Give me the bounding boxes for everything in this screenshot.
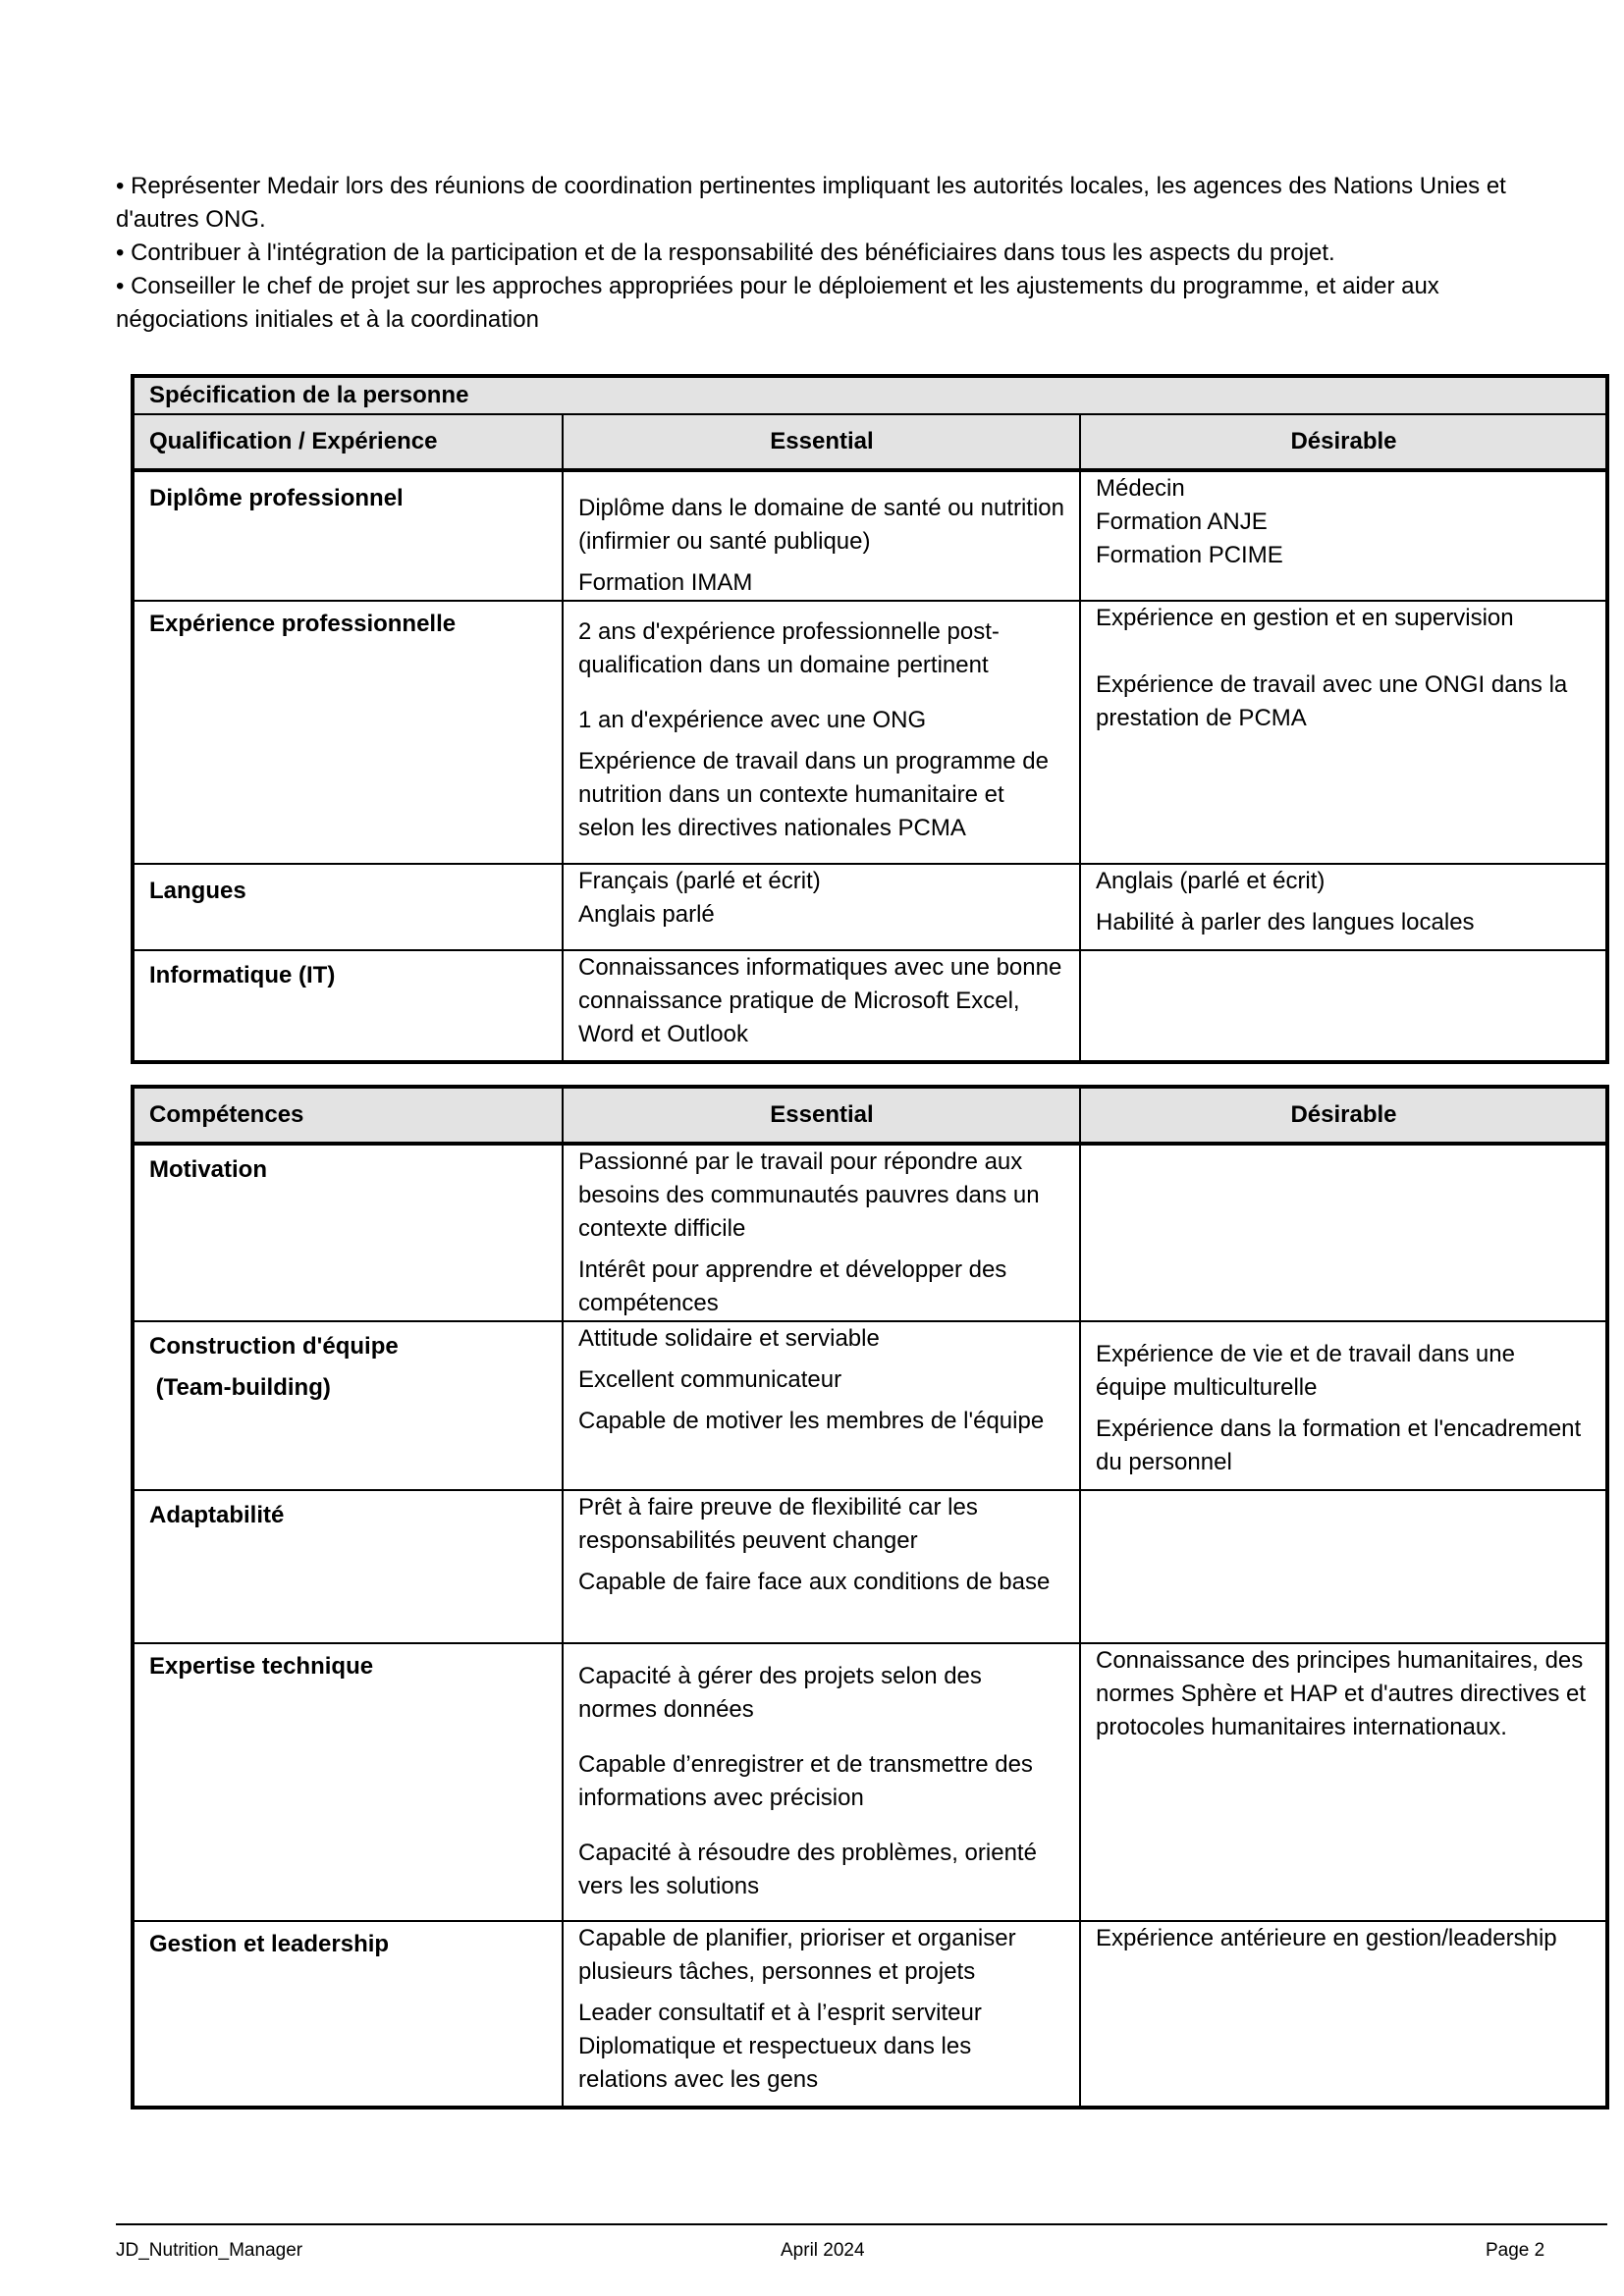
cell-text: Expérience de travail dans un programme de nutrition dans un contexte humanitaire et selon les directives nationales PCMA [578, 748, 1049, 841]
row-label: Informatique (IT) [133, 950, 563, 1062]
bullet-item: • Conseiller le chef de projet sur les approches appropriées pour le déploiement et les ajustements du programme, et aider aux négociations initiales et à la coordination [116, 273, 1439, 333]
footer-page-number: Page 2 [1486, 2240, 1545, 2261]
cell-text: Leader consultatif et à l’esprit serviteur [578, 2000, 982, 2026]
row-label: Adaptabilité [133, 1490, 563, 1643]
column-header-desirable: Désirable [1080, 414, 1607, 470]
cell-text: Habilité à parler des langues locales [1096, 909, 1475, 935]
column-header-qualification: Qualification / Expérience [133, 414, 563, 470]
cell-text: Expérience de vie et de travail dans une équipe multiculturelle [1096, 1341, 1515, 1401]
cell-text: Formation IMAM [578, 569, 753, 596]
desirable-cell [1080, 1643, 1607, 1921]
cell-text: Capable d’enregistrer et de transmettre des informations avec précision [578, 1751, 1033, 1811]
essential-cell [563, 1490, 1080, 1643]
desirable-cell [1080, 1490, 1607, 1643]
essential-cell [563, 601, 1080, 864]
cell-text: Français (parlé et écrit) [578, 868, 821, 894]
desirable-cell [1080, 1321, 1607, 1490]
cell-text: Prêt à faire preuve de flexibilité car les responsabilités peuvent changer [578, 1494, 978, 1554]
essential-cell [563, 1321, 1080, 1490]
cell-text: Anglais (parlé et écrit) [1096, 868, 1326, 894]
table-row [133, 864, 1607, 950]
cell-text: Expérience de travail avec une ONGI dans la prestation de PCMA [1096, 671, 1568, 731]
essential-cell [563, 470, 1080, 601]
table-title: Spécification de la personne [133, 376, 1607, 414]
footer-divider [116, 2223, 1607, 2225]
person-spec-table [131, 374, 1609, 1064]
desirable-cell [1080, 950, 1607, 1062]
cell-text: Capable de motiver les membres de l'équipe [578, 1408, 1045, 1434]
row-label: Diplôme professionnel [133, 470, 563, 601]
column-header-essential: Essential [563, 414, 1080, 470]
desirable-cell [1080, 1144, 1607, 1321]
row-label: Gestion et leadership [133, 1921, 563, 2108]
cell-text: Expérience en gestion et en supervision [1096, 605, 1514, 631]
cell-text: Connaissances informatiques avec une bonne connaissance pratique de Microsoft Excel, Word et Outlook [578, 954, 1062, 1047]
essential-cell [563, 864, 1080, 950]
desirable-cell [1080, 864, 1607, 950]
footer-date: April 2024 [781, 2240, 865, 2261]
column-header-desirable: Désirable [1080, 1087, 1607, 1144]
table-row [133, 1321, 1607, 1490]
table-row [133, 470, 1607, 601]
bullet-item: • Représenter Medair lors des réunions de coordination pertinentes impliquant les autorités locales, les agences des Nations Unies et d'autres ONG. [116, 173, 1506, 233]
row-label: Expérience professionnelle [133, 601, 563, 864]
cell-text: Formation PCIME [1096, 542, 1283, 568]
table-row [133, 1921, 1607, 2108]
competences-table [131, 1085, 1609, 2109]
desirable-cell [1080, 470, 1607, 601]
cell-text: 1 an d'expérience avec une ONG [578, 707, 927, 733]
cell-text: Capable de faire face aux conditions de base [578, 1569, 1051, 1595]
row-label-sub: (Team-building) [149, 1374, 331, 1401]
essential-cell [563, 950, 1080, 1062]
table-row [133, 1144, 1607, 1321]
cell-text: Capacité à gérer des projets selon des normes données [578, 1663, 982, 1723]
cell-text: Anglais parlé [578, 901, 715, 928]
table-row [133, 950, 1607, 1062]
cell-text: Excellent communicateur [578, 1366, 842, 1393]
cell-text: Expérience dans la formation et l'encadrement du personnel [1096, 1415, 1582, 1475]
row-label: Construction d'équipe [149, 1333, 399, 1360]
row-label-cell [133, 1321, 563, 1490]
row-label: Expertise technique [133, 1643, 563, 1921]
column-header-competences: Compétences [133, 1087, 563, 1144]
intro-bullet-list [116, 170, 1549, 337]
essential-cell [563, 1144, 1080, 1321]
essential-cell [563, 1643, 1080, 1921]
row-label: Langues [133, 864, 563, 950]
cell-text: Capable de planifier, prioriser et organiser plusieurs tâches, personnes et projets [578, 1925, 1016, 1985]
desirable-cell [1080, 1921, 1607, 2108]
table-row [133, 1490, 1607, 1643]
desirable-cell [1080, 601, 1607, 864]
cell-text: Attitude solidaire et serviable [578, 1325, 880, 1352]
cell-text: 2 ans d'expérience professionnelle post-qualification dans un domaine pertinent [578, 618, 1000, 678]
bullet-item: • Contribuer à l'intégration de la participation et de la responsabilité des bénéficiaires dans tous les aspects du projet. [116, 240, 1335, 266]
cell-text: Diplôme dans le domaine de santé ou nutrition (infirmier ou santé publique) [578, 495, 1064, 555]
cell-text: Formation ANJE [1096, 508, 1268, 535]
cell-text: Diplomatique et respectueux dans les relations avec les gens [578, 2033, 972, 2093]
cell-text: Expérience antérieure en gestion/leadership [1096, 1925, 1557, 1951]
cell-text: Intérêt pour apprendre et développer des compétences [578, 1256, 1007, 1316]
table-row [133, 1643, 1607, 1921]
cell-text: Connaissance des principes humanitaires, des normes Sphère et HAP et d'autres directives et protocoles humanitaires internationaux. [1096, 1647, 1587, 1740]
cell-text: Médecin [1096, 475, 1185, 502]
table-row [133, 601, 1607, 864]
cell-text: Passionné par le travail pour répondre aux besoins des communautés pauvres dans un contexte difficile [578, 1148, 1040, 1242]
column-header-essential: Essential [563, 1087, 1080, 1144]
essential-cell [563, 1921, 1080, 2108]
footer-doc-name: JD_Nutrition_Manager [116, 2240, 303, 2261]
row-label: Motivation [133, 1144, 563, 1321]
cell-text: Capacité à résoudre des problèmes, orienté vers les solutions [578, 1840, 1037, 1899]
